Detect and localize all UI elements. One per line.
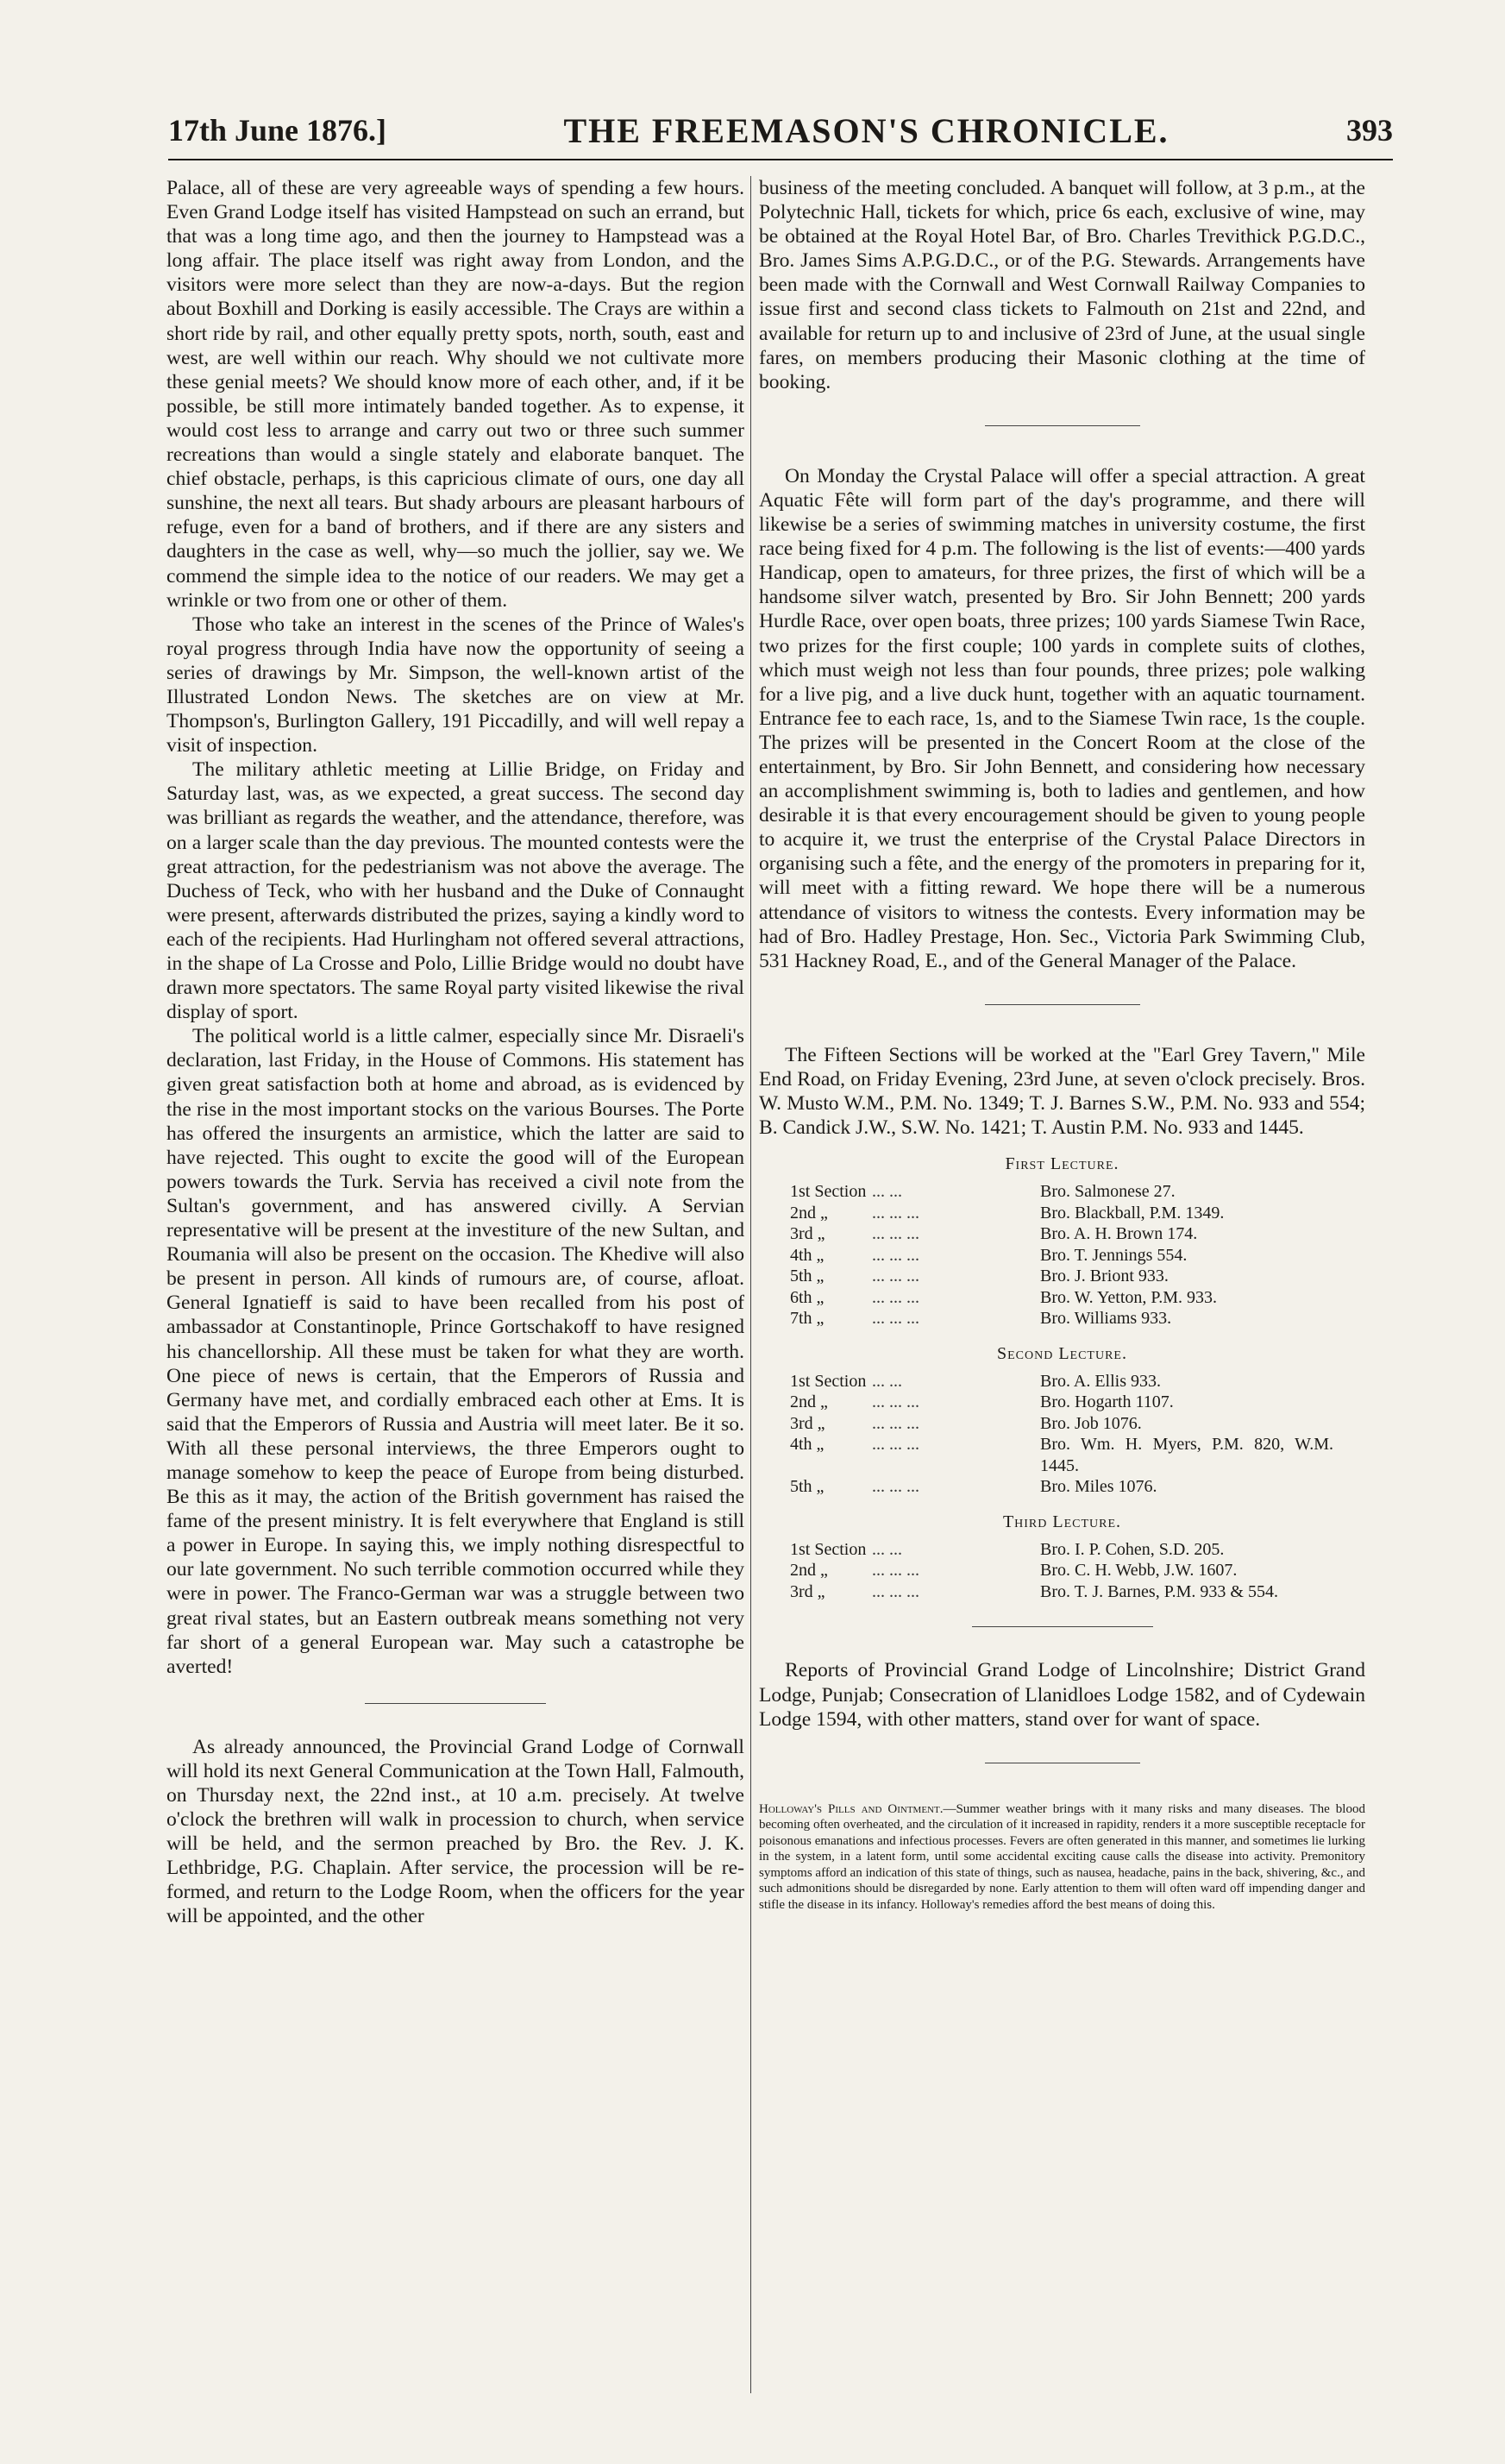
advertisement-notice <box>759 1801 1365 1914</box>
dot-leader: ... ... ... <box>872 1267 919 1286</box>
brother-cell: Bro. Blackball, P.M. 1349. <box>1040 1203 1225 1223</box>
lecture-table <box>790 1181 1333 1329</box>
table-row <box>790 1266 1333 1287</box>
column-rule <box>750 176 751 2393</box>
dot-leader: ... ... <box>872 1371 902 1391</box>
section-cell: 1st Section <box>790 1182 867 1202</box>
article-paragraph: The political world is a little calmer, especially since Mr. Disraeli's declaration, last Friday, in the House of Commons. His statement has given great satisfaction both at home and abroad, as is evidenced by the rise in the most important stocks on the various Bourses. The Porte has offered the insurgents an armistice, which the latter are said to have rejected. This ought to excite the good will of the European powers towards the Turk. Servia has received a civil note from the Sultan's government, and has answered civilly. A Servian representative will be present at the investiture of the new Sultan, and Roumania will also be present on the occasion. The Khedive will also be present in person. All kinds of rumours are, of course, afloat. General Ignatieff is said to have been recalled from his post of ambassador at Constantinople, Prince Gortschakoff to have resigned his chancellorship. All these must be taken for what they are worth. One piece of news is certain, that the Emperors of Russia and Germany have met, and cordially embraced each other at Ems. It is said that the Emperors of Russia and Austria will meet later. Be it so. With all these personal interviews, the three Emperors ought to manage somehow to keep the peace of Europe from being disturbed. Be this as it may, the action of the British government has raised the fame of the present ministry. It is felt everywhere that England is still a power in Europe. In saying this, we imply nothing disrespectful to our late government. No such terrible commotion occurred while they were in power. The Franco-German war was a struggle between two great rival states, but an Eastern outbreak means something not very far short of a general European war. May such a catastrophe be averted! <box>166 1025 744 1678</box>
article-paragraph: The military athletic meeting at Lillie Bridge, on Friday and Saturday last, was, as we expected, a great success. The second day was brilliant as regards the weather, and the attendance, therefore, was on a larger scale than the day previous. The mounted contests were the great attraction, for the pedestrianism was not above the average. The Duchess of Teck, who with her husband and the Duke of Connaught were present, afterwards distributed the prizes, saying a kindly word to each of the recipients. Had Hurlingham not offered several attractions, in the shape of La Crosse and Polo, Lillie Bridge would no doubt have drawn more spectators. The same Royal party visited likewise the rival display of sport. <box>166 758 744 1024</box>
section-cell: 5th „ <box>790 1477 825 1497</box>
lecture-heading: First Lecture. <box>1005 1154 1119 1174</box>
right-column <box>759 176 1365 2393</box>
section-cell: 5th „ <box>790 1267 825 1286</box>
brother-cell: Bro. Williams 933. <box>1040 1309 1172 1329</box>
brother-cell: Bro. I. P. Cohen, S.D. 205. <box>1040 1539 1225 1559</box>
fifteen-sections-article: The Fifteen Sections will be worked at the "Earl Grey Tavern," Mile End Road, on Friday Evening, 23rd June, at seven o'clock precisely. Bros. W. Musto W.M., P.M. No. 1349; T. J. Barnes S.W., P.M. No. 933 and 554; B. Candick J.W., S.W. No. 1421; T. Austin P.M. No. 933 and 1445. <box>759 1043 1365 1140</box>
section-cell: 1st Section <box>790 1371 867 1391</box>
section-cell: 4th „ <box>790 1435 825 1455</box>
table-row <box>790 1308 1333 1329</box>
table-row <box>790 1581 1333 1603</box>
section-cell: 2nd „ <box>790 1392 828 1412</box>
section-divider <box>365 1703 546 1704</box>
brother-cell: Bro. T. J. Barnes, P.M. 933 & 554. <box>1040 1581 1278 1601</box>
table-row <box>790 1434 1333 1476</box>
dot-leader: ... ... ... <box>872 1287 919 1307</box>
table-row <box>790 1560 1333 1581</box>
reports-notice: Reports of Provincial Grand Lodge of Lincolnshire; District Grand Lodge, Punjab; Consecration of Llanidloes Lodge 1582, and of Cydewain Lodge 1594, with other matters, stand over for want of space. <box>759 1659 1365 1731</box>
section-cell: 6th „ <box>790 1287 825 1307</box>
table-row <box>790 1371 1333 1392</box>
dot-leader: ... ... ... <box>872 1392 919 1412</box>
brother-cell: Bro. A. Ellis 933. <box>1040 1371 1162 1391</box>
publication-title: THE FREEMASON'S CHRONICLE. <box>563 110 1170 150</box>
article-paragraph: business of the meeting concluded. A banquet will follow, at 3 p.m., at the Polytechnic Hall, tickets for which, price 6s each, exclusive of wine, may be obtained at the Royal Hotel Bar, of Bro. Charles Trevithick P.G.D.C., Bro. James Sims A.P.G.D.C., or of the P.G. Stewards. Arrangements have been made with the Cornwall and West Cornwall Railway Companies to issue first and second class tickets to Falmouth on 21st and 22nd, and available for return up to and inclusive of 23rd of June, at the usual single fares, on members producing their Masonic clothing at the time of booking. <box>759 177 1365 393</box>
lecture-table <box>790 1371 1333 1498</box>
table-row <box>790 1203 1333 1224</box>
brother-cell: Bro. C. H. Webb, J.W. 1607. <box>1040 1561 1238 1581</box>
section-cell: 3rd „ <box>790 1413 825 1433</box>
brother-cell: Bro. Wm. H. Myers, P.M. 820, W.M. 1445. <box>1040 1435 1333 1475</box>
issue-date: 17th June 1876.] <box>168 113 387 148</box>
notice-lead: Holloway's Pills and Ointment. <box>759 1801 944 1816</box>
brother-cell: Bro. J. Briont 933. <box>1040 1267 1169 1286</box>
section-cell: 3rd „ <box>790 1581 825 1601</box>
notice-body: —Summer weather brings with it many risks and many diseases. The blood becoming often overheated, and the circulation of it increased in rapidity, renders it a more susceptible receptacle for poisonous emanations and infectious processes. Fevers are often generated in this manner, and sometimes lie lurking in the system, in a latent form, until some accidental exciting cause calls the disease into activity. Premonitory symptoms afford an indication of this state of things, such as nausea, headache, pains in the back, shivering, &c., and such admonitions should be disregarded by none. Early attention to them will often ward off impending danger and stifle the disease in its infancy. Holloway's remedies afford the best means of doing this. <box>759 1801 1365 1912</box>
section-cell: 3rd „ <box>790 1224 825 1244</box>
section-divider <box>985 1004 1140 1005</box>
article-paragraph: Palace, all of these are very agreeable ways of spending a few hours. Even Grand Lodge itself has visited Hampstead on such an errand, but that was a long time ago, and then the journey to Hampstead was a long affair. The place itself was right away from London, and the visitors were more select than they are now-a-days. But the region about Boxhill and Dorking is easily accessible. The Crays are within a short ride by rail, and other equally pretty spots, north, south, east and west, are well within our reach. Why should we not cultivate more these genial meets? We should know more of each other, and, if it be possible, be still more intimately banded together. As to expense, it would cost less to arrange and carry out two or three such summer recreations than would a single stately and elaborate banquet. The chief obstacle, perhaps, is this capricious climate of ours, one day all sunshine, the next all tears. But shady arbours are pleasant harbours of refuge, even for a band of brothers, and if there are any sisters and daughters in the case as well, why—so much the jollier, say we. We commend the simple idea to the notice of our readers. We may get a wrinkle or two from one or other of them. <box>166 177 744 612</box>
dot-leader: ... ... ... <box>872 1245 919 1265</box>
lectures-list <box>759 1152 1365 1602</box>
page-number: 393 <box>1345 113 1393 148</box>
dot-leader: ... ... <box>872 1182 902 1202</box>
section-cell: 2nd „ <box>790 1561 828 1581</box>
dot-leader: ... ... ... <box>872 1561 919 1581</box>
article-paragraph: As already announced, the Provincial Grand Lodge of Cornwall will hold its next General Communication at the Town Hall, Falmouth, on Thursday next, the 22nd inst., at 10 a.m. precisely. At twelve o'clock the brethren will walk in procession to church, when service will be held, and the sermon preached by Bro. the Rev. J. K. Lethbridge, P.G. Chaplain. After service, the procession will be re-formed, and return to the Lodge Room, when the officers for the year will be appointed, and the other <box>166 1735 744 1928</box>
brother-cell: Bro. A. H. Brown 174. <box>1040 1224 1198 1244</box>
dot-leader: ... ... ... <box>872 1435 919 1455</box>
section-cell: 7th „ <box>790 1309 825 1329</box>
brother-cell: Bro. Salmonese 27. <box>1040 1182 1176 1202</box>
dot-leader: ... ... ... <box>872 1413 919 1433</box>
crystal-palace-article: On Monday the Crystal Palace will offer a special attraction. A great Aquatic Fête will form part of the day's programme, and there will likewise be a series of swimming matches in university costume, the first race being fixed for 4 p.m. The following is the list of events:—400 yards Handicap, open to amateurs, for three prizes, the first of which will be a handsome silver watch, presented by Bro. Sir John Bennett; 200 yards Hurdle Race, over open boats, three prizes; 100 yards Siamese Twin Race, two prizes for the first couple; 100 yards in complete suits of clothes, which must weigh not less than four pounds, three prizes; pole walking for a live pig, and a live duck hunt, together with an aquatic tournament. Entrance fee to each race, 1s, and to the Siamese Twin race, 1s the couple. The prizes will be presented in the Concert Room at the close of the entertainment, by Bro. Sir John Bennett, and considering how necessary an accomplishment swimming is, both to ladies and gentlemen, and how desirable it is that every encouragement should be given to young people to acquire it, we trust the enterprise of the Crystal Palace Directors in organising such a fête, and the energy of the promoters in preparing for it, will meet with a fitting reward. We hope there will be a numerous attendance of visitors to witness the contests. Every information may be had of Bro. Hadley Prestage, Hon. Sec., Victoria Park Swimming Club, 531 Hackney Road, E., and of the General Manager of the Palace. <box>759 464 1365 972</box>
table-row <box>790 1539 1333 1561</box>
brother-cell: Bro. W. Yetton, P.M. 933. <box>1040 1287 1218 1307</box>
lecture-heading: Third Lecture. <box>1002 1512 1122 1531</box>
brother-cell: Bro. Hogarth 1107. <box>1040 1392 1174 1412</box>
dot-leader: ... ... ... <box>872 1203 919 1223</box>
table-row <box>790 1181 1333 1203</box>
brother-cell: Bro. Job 1076. <box>1040 1413 1142 1433</box>
table-row <box>790 1413 1333 1435</box>
brother-cell: Bro. Miles 1076. <box>1040 1477 1157 1497</box>
section-cell: 1st Section <box>790 1539 867 1559</box>
table-row <box>790 1392 1333 1413</box>
section-cell: 4th „ <box>790 1245 825 1265</box>
article-paragraph: Those who take an interest in the scenes of the Prince of Wales's royal progress through India have now the opportunity of seeing a series of drawings by Mr. Simpson, the well-known artist of the Illustrated London News. The sketches are on view at Mr. Thompson's, Burlington Gallery, 191 Piccadilly, and will well repay a visit of inspection. <box>166 613 744 757</box>
section-divider <box>972 1626 1153 1627</box>
dot-leader: ... ... ... <box>872 1309 919 1329</box>
brother-cell: Bro. T. Jennings 554. <box>1040 1245 1188 1265</box>
dot-leader: ... ... <box>872 1539 902 1559</box>
section-cell: 2nd „ <box>790 1203 828 1223</box>
dot-leader: ... ... ... <box>872 1477 919 1497</box>
table-row <box>790 1245 1333 1267</box>
table-row <box>790 1476 1333 1498</box>
table-row <box>790 1287 1333 1309</box>
dot-leader: ... ... ... <box>872 1224 919 1244</box>
dot-leader: ... ... ... <box>872 1581 919 1601</box>
table-row <box>790 1223 1333 1245</box>
left-column <box>166 176 744 2393</box>
section-divider <box>985 425 1140 426</box>
page-header <box>168 102 1393 160</box>
lecture-heading: Second Lecture. <box>996 1343 1127 1363</box>
lecture-table <box>790 1539 1333 1603</box>
